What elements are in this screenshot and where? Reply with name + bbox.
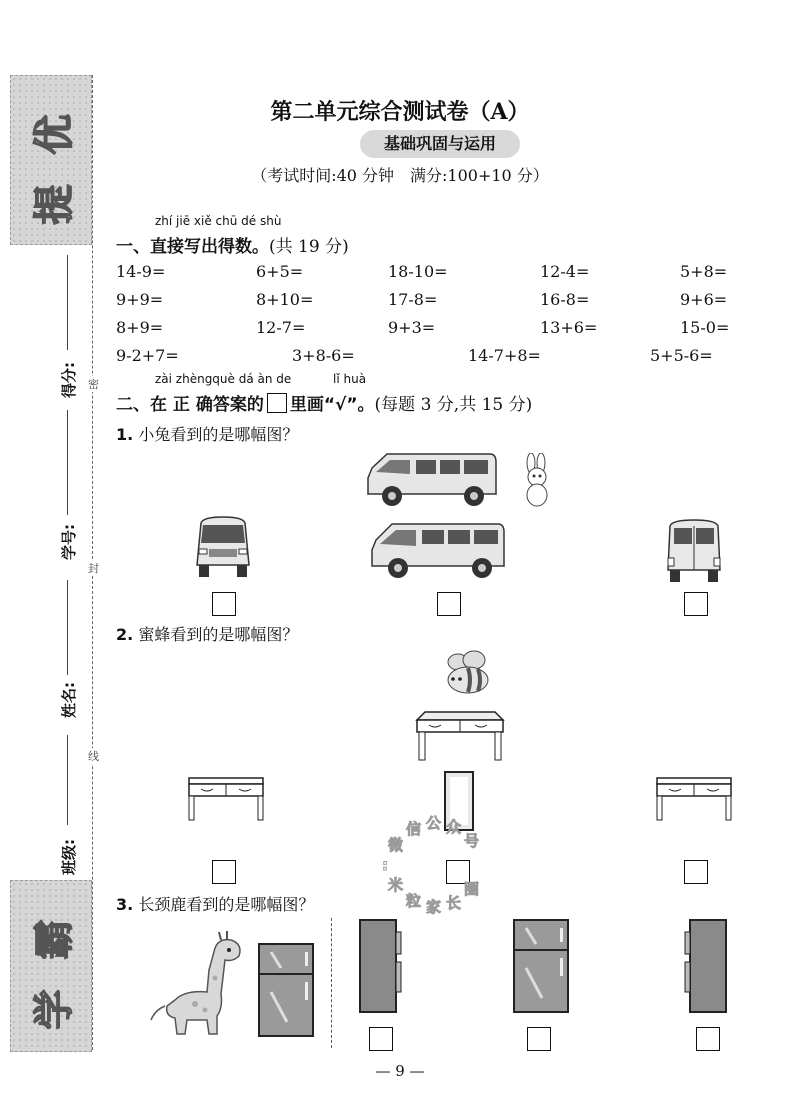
section2-pinyin: lǐ huà <box>333 372 367 386</box>
answer-checkbox[interactable] <box>684 592 708 616</box>
equation: 9+9= <box>116 290 164 309</box>
question-3: 3. 长颈鹿看到的是哪幅图？ <box>116 895 315 914</box>
svg-text:粒: 粒 <box>406 892 422 910</box>
seal-char: 密 <box>88 378 99 391</box>
van-side-icon <box>366 518 508 582</box>
equation: 15-0= <box>680 318 730 337</box>
table-front-icon <box>655 776 733 822</box>
equation: 14-9= <box>116 262 166 281</box>
answer-checkbox[interactable] <box>696 1027 720 1051</box>
seal-char: 线 <box>88 750 99 763</box>
van-back-icon <box>664 518 724 584</box>
equation: 9+6= <box>680 290 728 309</box>
rabbit-icon <box>515 453 561 509</box>
equation: 8+10= <box>256 290 314 309</box>
section2-heading <box>116 390 532 415</box>
giraffe-icon <box>145 930 245 1038</box>
brand-char: 学 <box>31 989 78 1030</box>
svg-text:众: 众 <box>446 818 462 836</box>
answer-checkbox[interactable] <box>437 592 461 616</box>
section2-pinyin: zài zhèngquè dá àn de <box>155 372 292 386</box>
student-id-line <box>67 410 68 515</box>
page-number: — 9 — <box>375 1062 425 1080</box>
table-icon <box>415 710 505 762</box>
svg-text:微: 微 <box>388 836 404 854</box>
svg-text:信: 信 <box>406 820 422 838</box>
svg-text:家: 家 <box>426 898 442 916</box>
class-line <box>67 735 68 825</box>
equation: 9+3= <box>388 318 436 337</box>
seal-char: 封 <box>88 562 99 575</box>
equation: 3+8-6= <box>292 346 355 365</box>
svg-text:圈: 圈 <box>464 880 480 898</box>
score-line <box>67 255 68 350</box>
svg-text:公: 公 <box>426 814 442 832</box>
section1-pinyin: zhí jiē xiě chū dé shù <box>155 214 282 228</box>
sample-box-icon <box>267 393 287 413</box>
equation: 5+8= <box>680 262 728 281</box>
refrigerator-front-icon <box>512 918 570 1014</box>
section1-heading <box>116 232 349 257</box>
table-front-icon <box>187 776 265 822</box>
svg-text:长: 长 <box>446 894 462 912</box>
equation: 9-2+7= <box>116 346 179 365</box>
van-side-icon <box>362 448 500 510</box>
equation: 12-4= <box>540 262 590 281</box>
answer-checkbox[interactable] <box>684 860 708 884</box>
equation: 16-8= <box>540 290 590 309</box>
refrigerator-side-icon <box>682 918 730 1014</box>
student-id-label: 学号: <box>60 524 78 560</box>
exam-info: （考试时间:40 分钟 满分:100+10 分） <box>251 166 549 185</box>
brand-box-bottom <box>10 880 92 1052</box>
brand-char: 霸 <box>31 919 78 960</box>
score-label: 得分: <box>60 362 78 398</box>
svg-text:米: 米 <box>388 876 404 894</box>
answer-checkbox[interactable] <box>369 1027 393 1051</box>
watermark-stamp-icon <box>368 812 498 927</box>
subtitle-badge: 基础巩固与运用 <box>360 130 520 158</box>
equation: 12-7= <box>256 318 306 337</box>
refrigerator-side-icon <box>356 918 404 1014</box>
equation: 14-7+8= <box>468 346 541 365</box>
van-front-icon <box>193 515 253 579</box>
section2-title: 二、在 正 确答案的 <box>116 395 264 415</box>
equation: 13+6= <box>540 318 598 337</box>
section1-title: 一、直接写出得数。 <box>116 237 269 257</box>
svg-text::: : <box>382 856 388 874</box>
answer-checkbox[interactable] <box>527 1027 551 1051</box>
answer-checkbox[interactable] <box>212 860 236 884</box>
brand-char: 提 <box>31 184 78 225</box>
svg-text:号: 号 <box>464 832 480 850</box>
equation: 5+5-6= <box>650 346 713 365</box>
page-title: 第二单元综合测试卷（A） <box>270 99 530 125</box>
equation: 6+5= <box>256 262 304 281</box>
divider-line <box>331 918 332 1048</box>
brand-char: 优 <box>31 114 78 155</box>
refrigerator-icon <box>257 942 315 1038</box>
question-2: 2. 蜜蜂看到的是哪幅图？ <box>116 625 299 644</box>
equation: 18-10= <box>388 262 448 281</box>
section2-title: 里画“√”。 <box>289 395 375 415</box>
name-line <box>67 580 68 675</box>
section2-score: (每题 3 分,共 15 分) <box>374 395 533 415</box>
class-label: 班级: <box>60 839 78 875</box>
equation: 17-8= <box>388 290 438 309</box>
answer-checkbox[interactable] <box>212 592 236 616</box>
section1-score: (共 19 分) <box>269 237 349 257</box>
question-1: 1. 小兔看到的是哪幅图？ <box>116 425 299 444</box>
equation: 8+9= <box>116 318 164 337</box>
bee-icon <box>438 648 494 698</box>
name-label: 姓名: <box>60 682 78 718</box>
